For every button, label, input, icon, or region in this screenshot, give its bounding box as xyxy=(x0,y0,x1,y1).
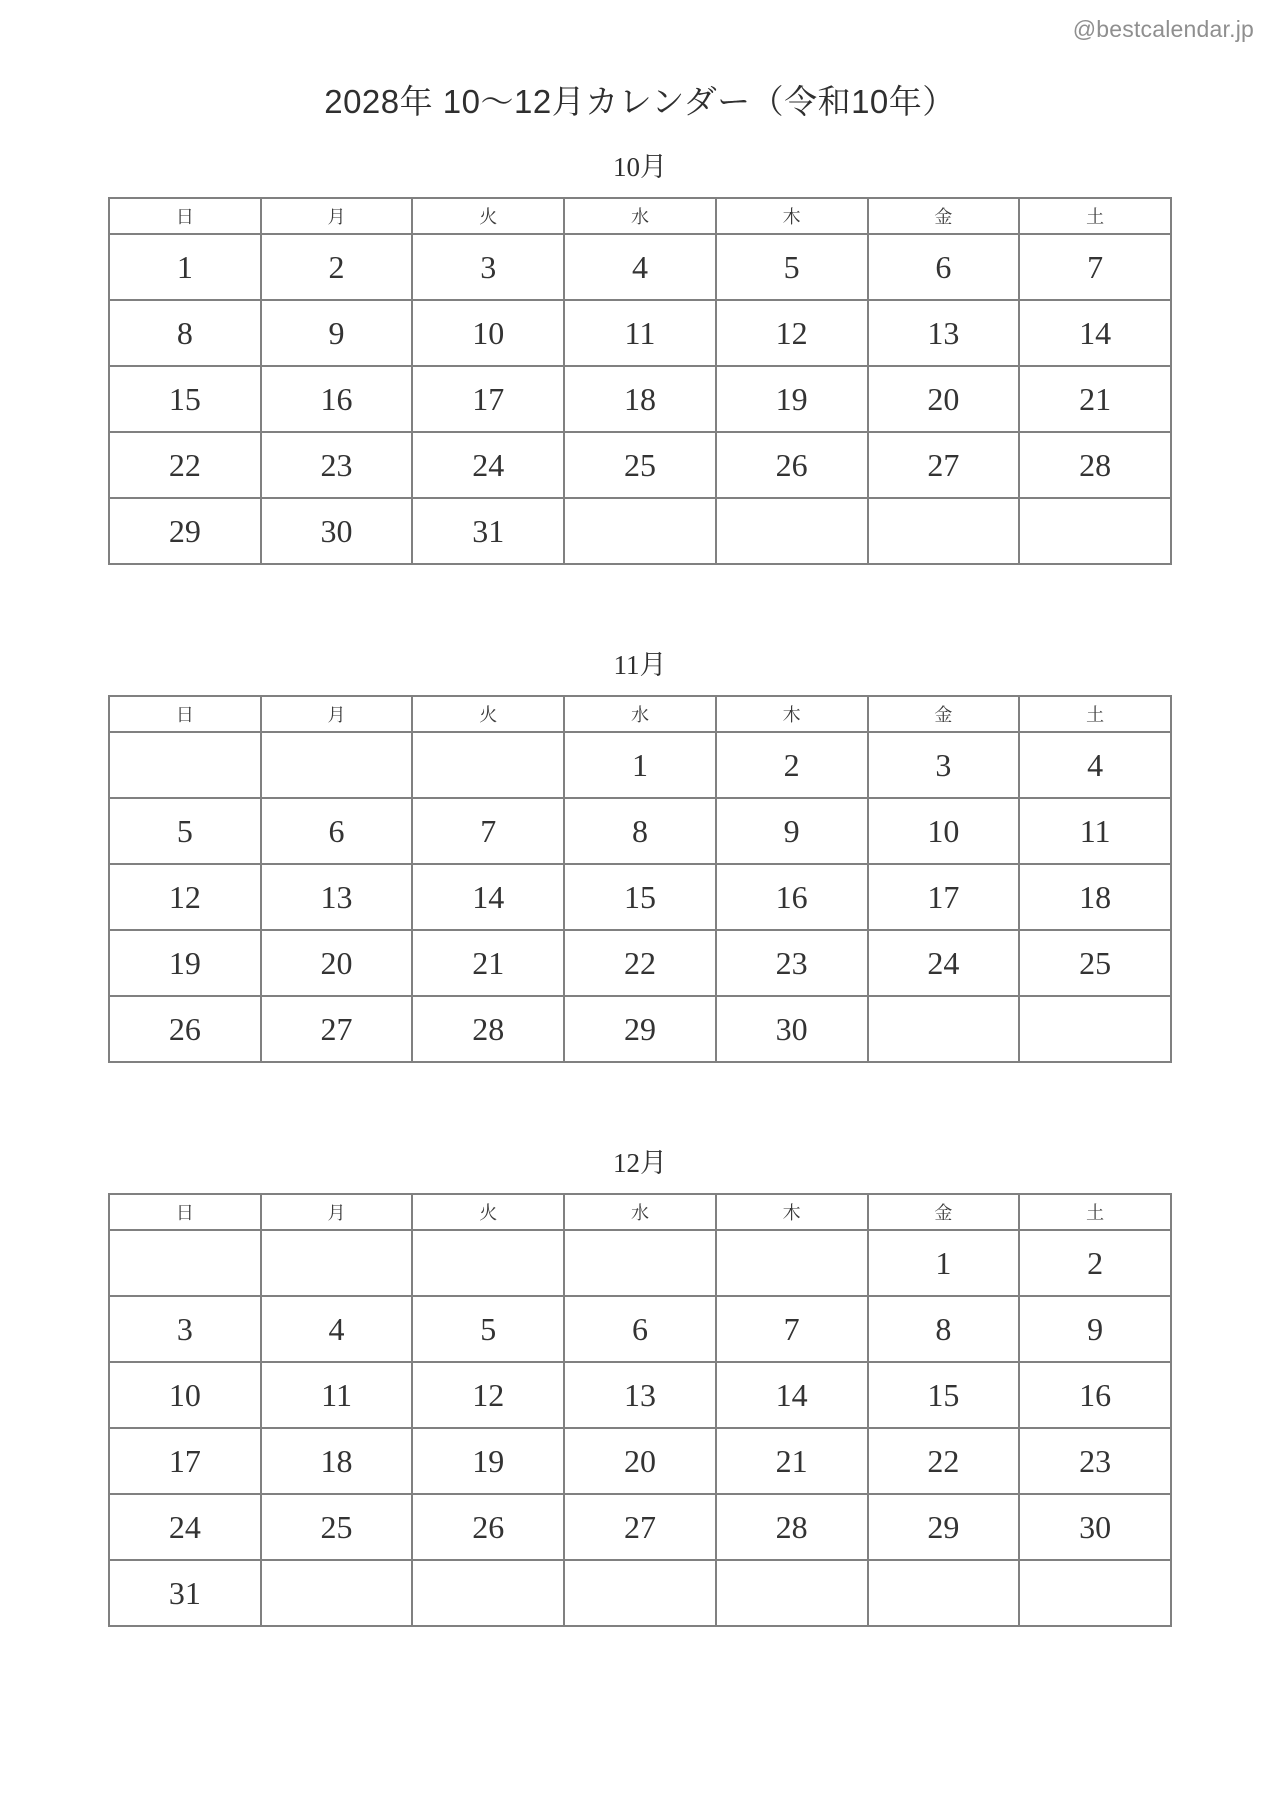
day-cell[interactable]: 3 xyxy=(412,234,564,300)
month-label-december: 12月 xyxy=(613,1148,667,1178)
day-cell[interactable]: 23 xyxy=(1019,1428,1171,1494)
day-cell[interactable]: 10 xyxy=(868,798,1020,864)
day-cell[interactable]: 6 xyxy=(564,1296,716,1362)
day-cell-empty xyxy=(1019,498,1171,564)
weekday-header-6: 土 xyxy=(1019,1194,1171,1230)
calendar-week-row xyxy=(109,996,1171,1062)
weekday-header-3: 水 xyxy=(564,1194,716,1230)
day-cell[interactable]: 4 xyxy=(564,234,716,300)
calendar-table-december xyxy=(108,1193,1172,1627)
day-cell[interactable]: 1 xyxy=(564,732,716,798)
day-cell-empty xyxy=(412,1560,564,1626)
calendar-week-row xyxy=(109,1296,1171,1362)
day-cell[interactable]: 28 xyxy=(716,1494,868,1560)
day-cell[interactable]: 29 xyxy=(868,1494,1020,1560)
day-cell[interactable]: 18 xyxy=(261,1428,413,1494)
day-cell[interactable]: 4 xyxy=(1019,732,1171,798)
calendar-week-row xyxy=(109,234,1171,300)
calendar-week-row xyxy=(109,300,1171,366)
day-cell[interactable]: 8 xyxy=(868,1296,1020,1362)
calendar-week-row xyxy=(109,930,1171,996)
day-cell-empty xyxy=(261,732,413,798)
day-cell[interactable]: 12 xyxy=(109,864,261,930)
day-cell[interactable]: 20 xyxy=(564,1428,716,1494)
day-cell[interactable]: 8 xyxy=(109,300,261,366)
site-watermark: @bestcalendar.jp xyxy=(1072,16,1254,42)
day-cell[interactable]: 17 xyxy=(412,366,564,432)
day-cell-empty xyxy=(412,732,564,798)
day-cell[interactable]: 18 xyxy=(1019,864,1171,930)
weekday-header-0: 日 xyxy=(109,198,261,234)
day-cell[interactable]: 16 xyxy=(1019,1362,1171,1428)
day-cell-empty xyxy=(716,498,868,564)
weekday-header-1: 月 xyxy=(261,696,413,732)
day-cell[interactable]: 12 xyxy=(412,1362,564,1428)
day-cell[interactable]: 1 xyxy=(109,234,261,300)
day-cell[interactable]: 31 xyxy=(109,1560,261,1626)
day-cell[interactable]: 3 xyxy=(868,732,1020,798)
day-cell[interactable]: 31 xyxy=(412,498,564,564)
day-cell-empty xyxy=(564,1560,716,1626)
weekday-header-row xyxy=(109,696,1171,732)
day-cell[interactable]: 27 xyxy=(261,996,413,1062)
day-cell[interactable]: 7 xyxy=(1019,234,1171,300)
day-cell[interactable]: 19 xyxy=(412,1428,564,1494)
calendar-week-row xyxy=(109,798,1171,864)
day-cell[interactable]: 25 xyxy=(261,1494,413,1560)
weekday-header-6: 土 xyxy=(1019,696,1171,732)
day-cell[interactable]: 29 xyxy=(109,498,261,564)
day-cell[interactable]: 11 xyxy=(1019,798,1171,864)
day-cell-empty xyxy=(261,1230,413,1296)
page-title: 2028年 10〜12月カレンダー（令和10年） xyxy=(324,83,956,120)
day-cell[interactable]: 30 xyxy=(261,498,413,564)
day-cell[interactable]: 29 xyxy=(564,996,716,1062)
day-cell[interactable]: 6 xyxy=(261,798,413,864)
day-cell-empty xyxy=(412,1230,564,1296)
weekday-header-4: 木 xyxy=(716,1194,868,1230)
day-cell-empty xyxy=(1019,1560,1171,1626)
day-cell[interactable]: 26 xyxy=(412,1494,564,1560)
weekday-header-5: 金 xyxy=(868,1194,1020,1230)
month-block-november xyxy=(108,643,1172,1063)
day-cell-empty xyxy=(868,1560,1020,1626)
month-block-december xyxy=(108,1141,1172,1627)
day-cell[interactable]: 26 xyxy=(109,996,261,1062)
weekday-header-3: 水 xyxy=(564,198,716,234)
day-cell[interactable]: 21 xyxy=(716,1428,868,1494)
weekday-header-6: 土 xyxy=(1019,198,1171,234)
day-cell[interactable]: 1 xyxy=(868,1230,1020,1296)
day-cell[interactable]: 10 xyxy=(109,1362,261,1428)
calendar-week-row xyxy=(109,432,1171,498)
calendar-body xyxy=(109,1230,1171,1626)
calendar-body xyxy=(109,732,1171,1062)
weekday-header-3: 水 xyxy=(564,696,716,732)
day-cell[interactable]: 23 xyxy=(716,930,868,996)
calendar-week-row xyxy=(109,732,1171,798)
weekday-header-5: 金 xyxy=(868,198,1020,234)
weekday-header-0: 日 xyxy=(109,696,261,732)
day-cell[interactable]: 12 xyxy=(716,300,868,366)
calendar-table-november xyxy=(108,695,1172,1063)
day-cell[interactable]: 11 xyxy=(564,300,716,366)
day-cell[interactable]: 5 xyxy=(716,234,868,300)
weekday-header-2: 火 xyxy=(412,198,564,234)
day-cell[interactable]: 24 xyxy=(412,432,564,498)
day-cell[interactable]: 27 xyxy=(868,432,1020,498)
day-cell-empty xyxy=(716,1560,868,1626)
day-cell[interactable]: 20 xyxy=(261,930,413,996)
weekday-header-2: 火 xyxy=(412,1194,564,1230)
day-cell[interactable]: 20 xyxy=(868,366,1020,432)
day-cell[interactable]: 17 xyxy=(868,864,1020,930)
day-cell[interactable]: 13 xyxy=(261,864,413,930)
calendar-week-row xyxy=(109,498,1171,564)
day-cell[interactable]: 14 xyxy=(412,864,564,930)
day-cell-empty xyxy=(261,1560,413,1626)
day-cell-empty xyxy=(564,498,716,564)
calendar-table-october xyxy=(108,197,1172,565)
day-cell[interactable]: 10 xyxy=(412,300,564,366)
day-cell[interactable]: 6 xyxy=(868,234,1020,300)
day-cell[interactable]: 3 xyxy=(109,1296,261,1362)
weekday-header-0: 日 xyxy=(109,1194,261,1230)
weekday-header-row xyxy=(109,1194,1171,1230)
day-cell[interactable]: 8 xyxy=(564,798,716,864)
day-cell[interactable]: 24 xyxy=(109,1494,261,1560)
weekday-header-5: 金 xyxy=(868,696,1020,732)
weekday-header-2: 火 xyxy=(412,696,564,732)
day-cell[interactable]: 26 xyxy=(716,432,868,498)
day-cell[interactable]: 7 xyxy=(412,798,564,864)
day-cell[interactable]: 19 xyxy=(716,366,868,432)
day-cell-empty xyxy=(716,1230,868,1296)
month-block-october xyxy=(108,145,1172,565)
day-cell[interactable]: 30 xyxy=(716,996,868,1062)
day-cell[interactable]: 9 xyxy=(261,300,413,366)
day-cell[interactable]: 2 xyxy=(261,234,413,300)
day-cell[interactable]: 22 xyxy=(109,432,261,498)
calendar-week-row xyxy=(109,864,1171,930)
weekday-header-1: 月 xyxy=(261,198,413,234)
day-cell[interactable]: 30 xyxy=(1019,1494,1171,1560)
day-cell[interactable]: 5 xyxy=(109,798,261,864)
day-cell[interactable]: 25 xyxy=(564,432,716,498)
day-cell-empty xyxy=(868,498,1020,564)
weekday-header-row xyxy=(109,198,1171,234)
day-cell[interactable]: 23 xyxy=(261,432,413,498)
calendar-week-row xyxy=(109,1560,1171,1626)
day-cell-empty xyxy=(564,1230,716,1296)
weekday-header-1: 月 xyxy=(261,1194,413,1230)
calendar-week-row xyxy=(109,1230,1171,1296)
day-cell[interactable]: 24 xyxy=(868,930,1020,996)
day-cell[interactable]: 21 xyxy=(1019,366,1171,432)
day-cell-empty xyxy=(868,996,1020,1062)
day-cell[interactable]: 25 xyxy=(1019,930,1171,996)
day-cell[interactable]: 4 xyxy=(261,1296,413,1362)
day-cell-empty xyxy=(1019,996,1171,1062)
day-cell[interactable]: 15 xyxy=(868,1362,1020,1428)
day-cell[interactable]: 15 xyxy=(109,366,261,432)
calendar-week-row xyxy=(109,1494,1171,1560)
weekday-header-4: 木 xyxy=(716,696,868,732)
day-cell[interactable]: 5 xyxy=(412,1296,564,1362)
calendar-body xyxy=(109,234,1171,564)
day-cell[interactable]: 21 xyxy=(412,930,564,996)
month-label-november: 11月 xyxy=(613,650,667,680)
day-cell[interactable]: 9 xyxy=(716,798,868,864)
day-cell-empty xyxy=(109,732,261,798)
calendar-week-row xyxy=(109,366,1171,432)
day-cell[interactable]: 28 xyxy=(1019,432,1171,498)
day-cell[interactable]: 14 xyxy=(1019,300,1171,366)
day-cell[interactable]: 2 xyxy=(716,732,868,798)
weekday-header-4: 木 xyxy=(716,198,868,234)
day-cell-empty xyxy=(109,1230,261,1296)
day-cell[interactable]: 28 xyxy=(412,996,564,1062)
day-cell[interactable]: 18 xyxy=(564,366,716,432)
day-cell[interactable]: 16 xyxy=(261,366,413,432)
day-cell[interactable]: 22 xyxy=(868,1428,1020,1494)
day-cell[interactable]: 19 xyxy=(109,930,261,996)
day-cell[interactable]: 13 xyxy=(868,300,1020,366)
month-label-october: 10月 xyxy=(613,152,667,182)
calendar-week-row xyxy=(109,1428,1171,1494)
day-cell[interactable]: 22 xyxy=(564,930,716,996)
day-cell[interactable]: 15 xyxy=(564,864,716,930)
day-cell[interactable]: 9 xyxy=(1019,1296,1171,1362)
day-cell[interactable]: 7 xyxy=(716,1296,868,1362)
day-cell[interactable]: 2 xyxy=(1019,1230,1171,1296)
day-cell[interactable]: 27 xyxy=(564,1494,716,1560)
day-cell[interactable]: 14 xyxy=(716,1362,868,1428)
day-cell[interactable]: 13 xyxy=(564,1362,716,1428)
day-cell[interactable]: 17 xyxy=(109,1428,261,1494)
day-cell[interactable]: 16 xyxy=(716,864,868,930)
day-cell[interactable]: 11 xyxy=(261,1362,413,1428)
calendar-week-row xyxy=(109,1362,1171,1428)
